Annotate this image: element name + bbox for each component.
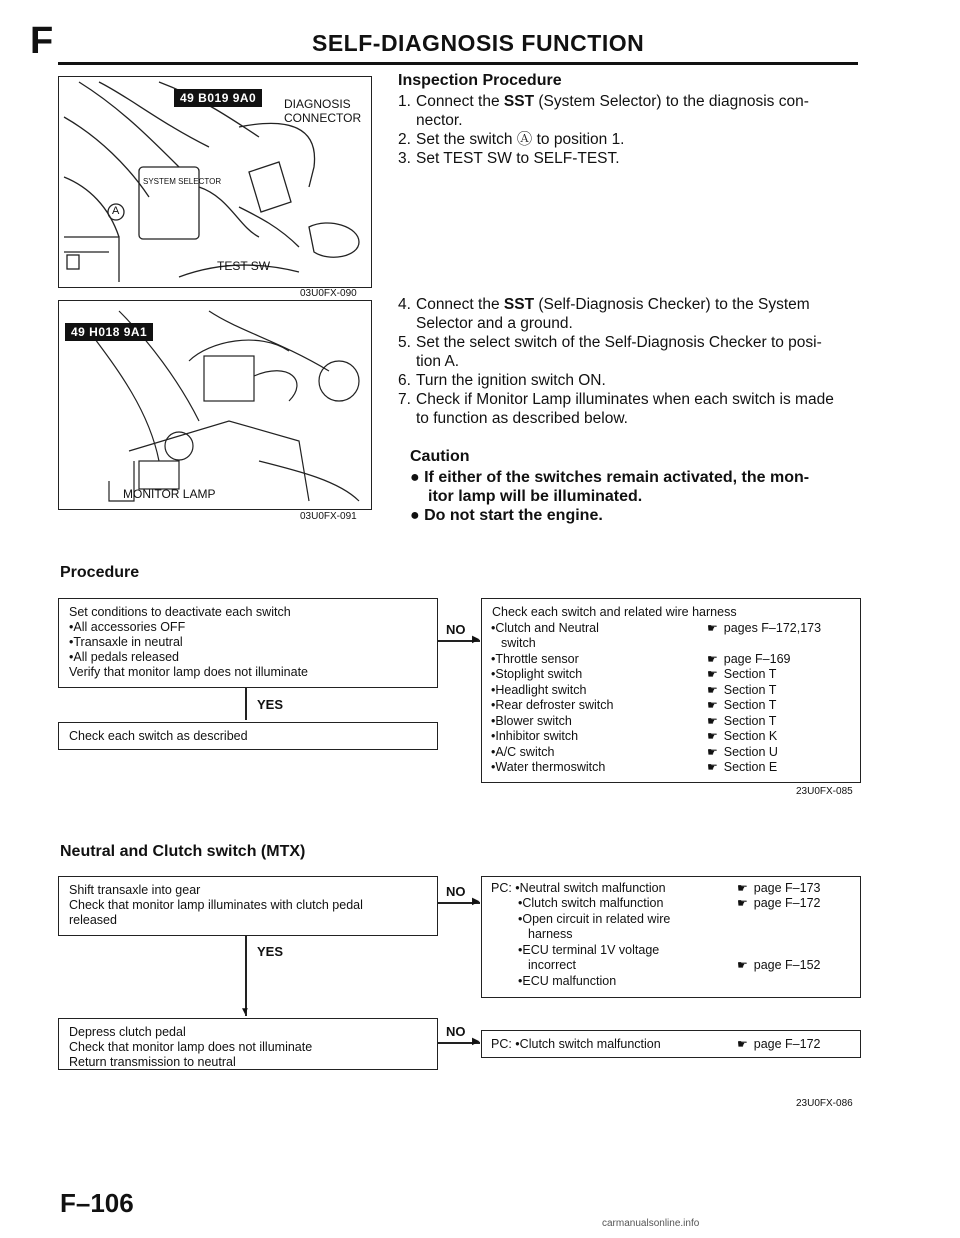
diagnosis-connector-label: DIAGNOSIS CONNECTOR (284, 97, 362, 125)
figure2-code: 03U0FX-091 (300, 511, 357, 522)
yes-arrow-icon: ▼ (240, 1006, 250, 1017)
watermark: carmanualsonline.info (602, 1218, 700, 1229)
pointing-hand-icon: ☛ (707, 745, 718, 759)
shift-gear-box: Shift transaxle into gear Check that monitor lamp illuminates with clutch pedal released (58, 876, 438, 936)
procedure-figure-code: 23U0FX-085 (796, 786, 853, 797)
test-sw-label: TEST SW (217, 259, 271, 273)
step-3: 3. Set TEST SW to SELF-TEST. (398, 150, 620, 167)
pointing-hand-icon: ☛ (707, 683, 718, 697)
checker-part-number-tag: 49 H018 9A1 (65, 323, 153, 341)
no-arrow-icon: ▶ (472, 896, 480, 907)
pointing-hand-icon: ☛ (707, 760, 718, 774)
neutral-figure-code: 23U0FX-086 (796, 1098, 853, 1109)
neutral-no-label-2: NO (446, 1024, 466, 1039)
check-row: •A/C switch (491, 745, 555, 759)
pointing-hand-icon: ☛ (737, 896, 748, 910)
caution-title: Caution (410, 448, 470, 465)
yes-label: YES (257, 697, 284, 712)
check-ref: ☛ Section T (707, 714, 777, 728)
page-number: F–106 (60, 1188, 134, 1218)
neutral-yes-label: YES (257, 944, 284, 959)
figure1-code: 03U0FX-090 (300, 288, 357, 299)
pc-clutch-ref: ☛ page F–172 (737, 1037, 821, 1051)
check-ref: ☛ pages F–172,173 (707, 621, 822, 635)
switch-a-marker: A (112, 205, 120, 217)
page-title: SELF-DIAGNOSIS FUNCTION (312, 30, 645, 56)
depress-clutch-box: Depress clutch pedal Check that monitor lamp does not illuminate Return transmission to neutral (58, 1018, 438, 1070)
pointing-hand-icon: ☛ (707, 652, 718, 666)
check-row: •Headlight switch (491, 683, 587, 697)
check-row: •Throttle sensor (491, 652, 579, 666)
no-arrow-icon: ▶ (472, 1036, 480, 1047)
sst-part-number-tag: 49 B019 9A0 (174, 89, 262, 107)
monitor-lamp-label: MONITOR LAMP (123, 487, 216, 501)
check-row: •Stoplight switch (491, 667, 583, 681)
step-6: 6. Turn the ignition switch ON. (398, 372, 606, 389)
check-ref: ☛ page F–169 (707, 652, 791, 666)
monitor-lamp-figure (58, 300, 372, 510)
check-row: •Clutch and Neutral (491, 621, 599, 635)
step-2: 2. Set the switch Ⓐ to position 1. (398, 131, 625, 148)
section-letter: F (30, 20, 54, 62)
check-row: •Blower switch (491, 714, 572, 728)
caution-item-1: ● If either of the switches remain activated, the mon- itor lamp will be illuminated. (410, 469, 810, 505)
diagnosis-connector-figure (58, 76, 372, 288)
no-label: NO (446, 622, 466, 637)
neutral-no-label-1: NO (446, 884, 466, 899)
step-5: 5. Set the select switch of the Self-Diagnosis Checker to posi- tion A. (398, 334, 822, 370)
check-ref: ☛ Section K (707, 729, 778, 743)
check-ref: ☛ Section T (707, 667, 777, 681)
check-ref: ☛ Section T (707, 683, 777, 697)
step-4: 4. Connect the SST (Self-Diagnosis Checker) to the System Selector and a ground. (398, 296, 810, 332)
pointing-hand-icon: ☛ (737, 1037, 748, 1051)
check-row: •Rear defroster switch (491, 698, 614, 712)
procedure-title: Procedure (60, 564, 140, 581)
neutral-clutch-title: Neutral and Clutch switch (MTX) (60, 843, 306, 860)
caution-item-2: ● Do not start the engine. (410, 507, 603, 524)
step-1: 1. Connect the SST (System Selector) to the diagnosis con- nector. (398, 93, 809, 129)
header-rule (58, 62, 858, 65)
check-ref: ☛ Section E (707, 760, 778, 774)
step-7: 7. Check if Monitor Lamp illuminates when each switch is made to function as described below. (398, 391, 834, 427)
yes-connector-line (245, 688, 247, 720)
switch-check-list-box: Check each switch and related wire harness (481, 598, 861, 783)
no-arrow-icon: ▶ (472, 634, 480, 645)
check-each-switch-box: Check each switch as described (58, 722, 438, 750)
check-row: switch (501, 636, 536, 650)
pointing-hand-icon: ☛ (707, 729, 718, 743)
pointing-hand-icon: ☛ (707, 698, 718, 712)
pointing-hand-icon: ☛ (707, 621, 718, 635)
neutral-yes-line (245, 936, 247, 1016)
inspection-title: Inspection Procedure (398, 72, 562, 89)
system-selector-label: SYSTEM SELECTOR (143, 177, 222, 186)
check-row: •Inhibitor switch (491, 729, 579, 743)
pointing-hand-icon: ☛ (707, 667, 718, 681)
check-row: •Water thermoswitch (491, 760, 606, 774)
check-ref: ☛ Section T (707, 698, 777, 712)
check-ref: ☛ Section U (707, 745, 778, 759)
pointing-hand-icon: ☛ (737, 958, 748, 972)
pointing-hand-icon: ☛ (707, 714, 718, 728)
pointing-hand-icon: ☛ (737, 881, 748, 895)
pc-clutch-item: PC: •Clutch switch malfunction (491, 1037, 661, 1051)
procedure-conditions-box: Set conditions to deactivate each switch •All accessories OFF •Transaxle in neutral •All pedals released Verify that monitor lamp does not illuminate (58, 598, 438, 688)
